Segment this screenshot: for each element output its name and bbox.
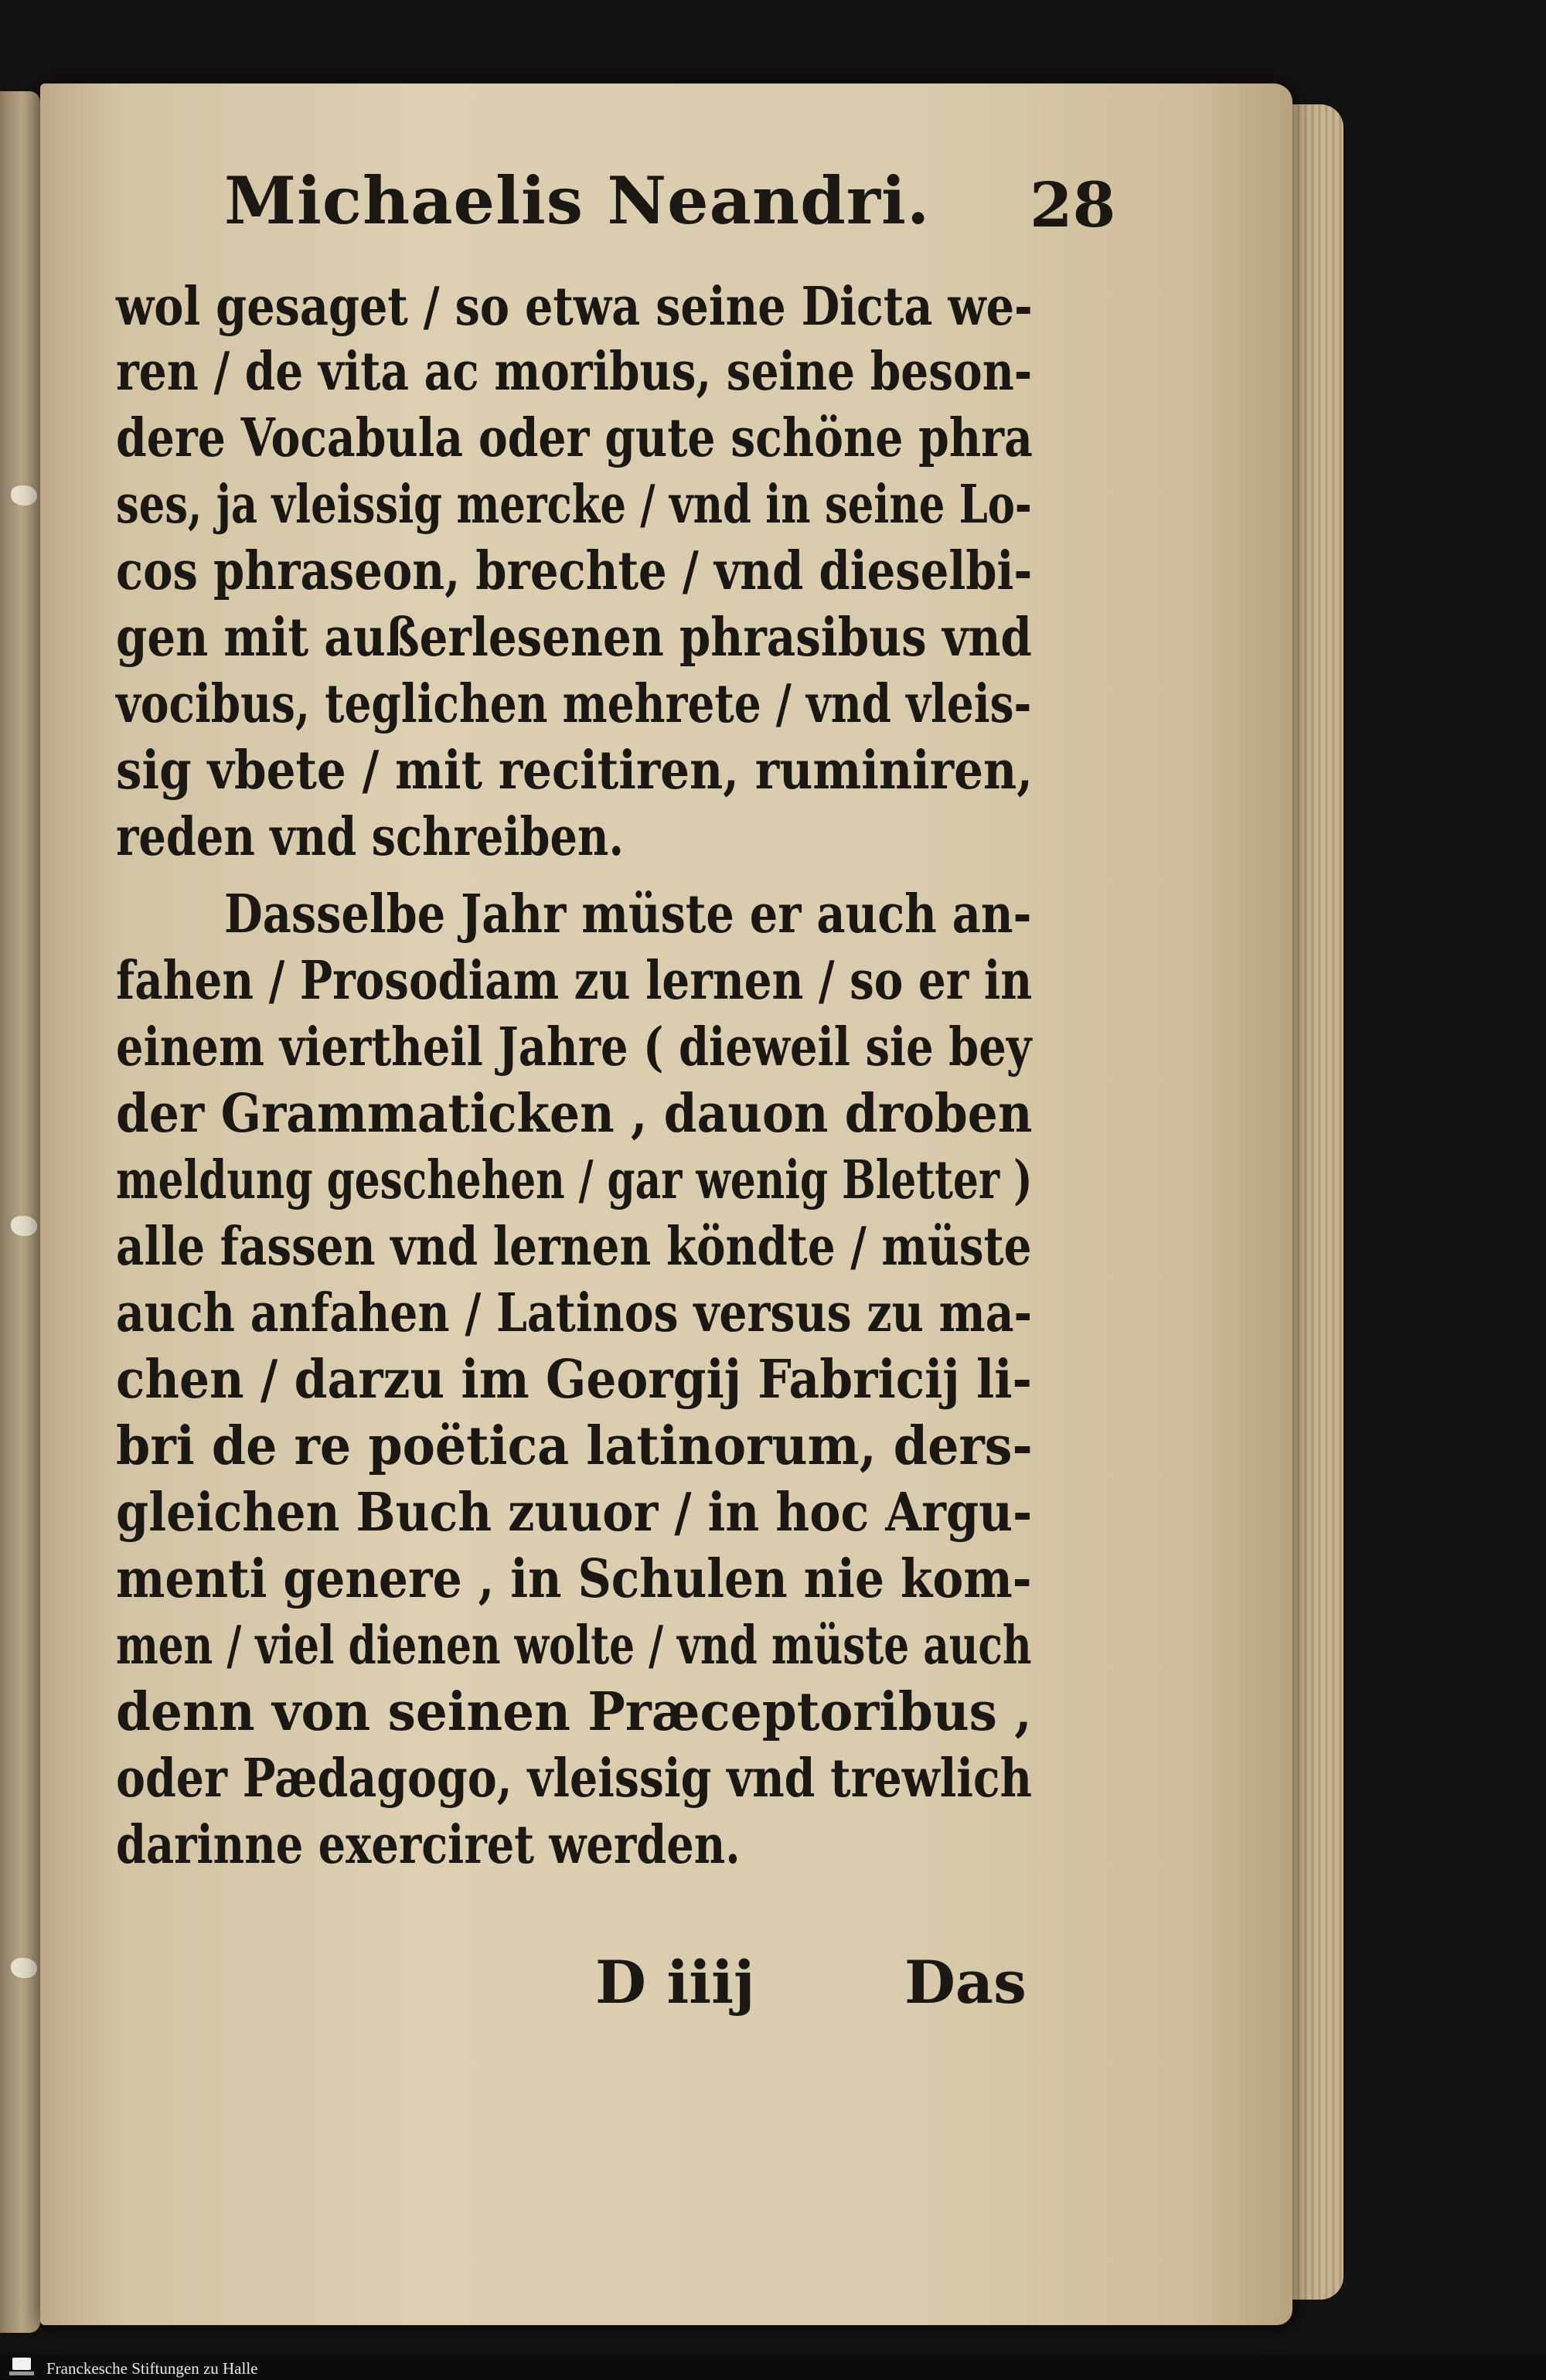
text-line: chen / darzu im Georgij Fabricij li- <box>116 1349 1033 1411</box>
text-line: der Grammaticken , dauon droben <box>116 1083 1033 1145</box>
text-line: denn von seinen Præceptoribus , <box>116 1681 1032 1743</box>
signature-mark: D iiij <box>595 1948 755 2017</box>
text-line: fahen / Prosodiam zu lernen / so er in <box>116 950 1033 1012</box>
running-head: Michaelis Neandri. <box>224 162 931 239</box>
catchword: Das <box>904 1948 1027 2017</box>
text-line: menti genere , in Schulen nie kom- <box>116 1548 1032 1610</box>
text-line: ses, ja vleissig mercke / vnd in seine Lo- <box>116 474 1032 536</box>
text-line: bri de re poëtica latinorum, ders- <box>116 1415 1033 1477</box>
binding-stitch <box>11 1958 37 1978</box>
text-line: cos phraseon, brechte / vnd dieselbi- <box>116 540 1033 602</box>
text-line: alle fassen vnd lernen köndte / müste <box>116 1216 1032 1278</box>
text-line: meldung geschehen / gar wenig Bletter ) <box>116 1149 1033 1211</box>
text-line: vocibus, teglichen mehrete / vnd vleis- <box>116 673 1032 735</box>
footer-credit: Franckesche Stiftungen zu Halle <box>46 2359 258 2378</box>
text-line: gen mit außerlesenen phrasibus vnd <box>116 607 1032 669</box>
text-line: einem viertheil Jahre ( dieweil sie bey <box>116 1016 1032 1078</box>
text-line: gleichen Buch zuuor / in hoc Argu- <box>116 1482 1033 1544</box>
text-line: darinne exerciret werden. <box>116 1814 741 1876</box>
text-line: wol gesaget / so etwa seine Dicta we- <box>116 276 1033 338</box>
text-line: oder Pædagogo, vleissig vnd trewlich <box>116 1748 1033 1810</box>
page-number: 28 <box>1030 169 1116 241</box>
binding-stitch <box>11 1216 37 1236</box>
text-line: auch anfahen / Latinos versus zu ma- <box>116 1282 1033 1344</box>
text-line: reden vnd schreiben. <box>116 806 624 868</box>
text-line: Dasselbe Jahr müste er auch an- <box>224 884 1032 945</box>
previous-page-edge <box>0 91 40 2333</box>
text-line: men / viel dienen wolte / vnd müste auch <box>116 1615 1032 1677</box>
text-line: sig vbete / mit recitiren, ruminiren, <box>116 740 1033 802</box>
text-line: dere Vocabula oder gute schöne phra <box>116 407 1033 469</box>
institution-logo-icon <box>6 2356 37 2378</box>
text-line: ren / de vita ac moribus, seine beson- <box>116 341 1033 403</box>
binding-stitch <box>11 485 37 506</box>
